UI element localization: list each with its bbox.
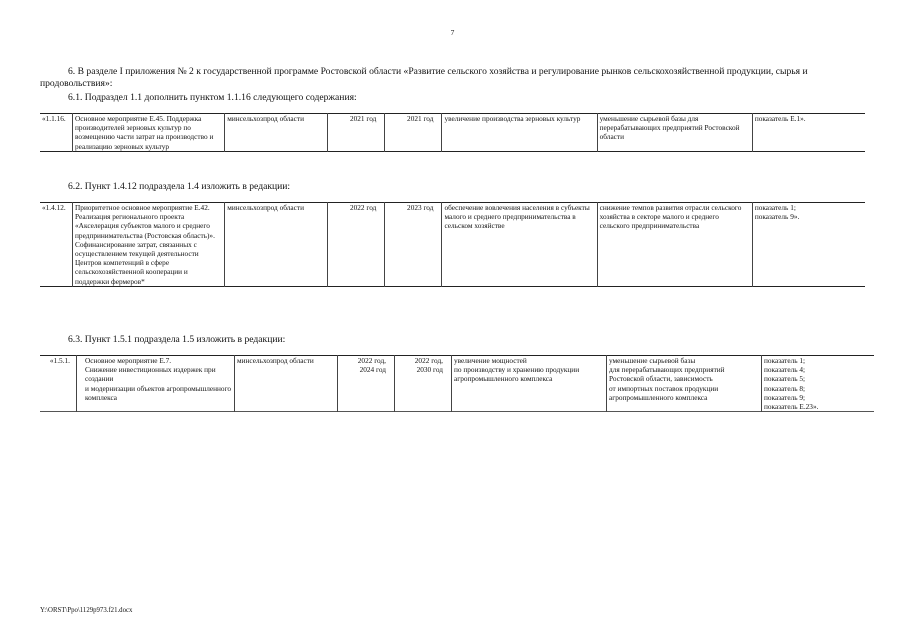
- expected-result: увеличение производства зерновых культур: [442, 114, 597, 152]
- table-row: [40, 203, 865, 287]
- page-number: 7: [450, 28, 455, 37]
- item-number: «1.5.1.: [49, 356, 70, 365]
- measure-name: Основное мероприятие Е.45. Поддержка производителей зерновых культур по возмещению части затрат на производство и реализацию зерновых культур: [73, 114, 225, 152]
- executor: минсельхозпрод области: [225, 114, 328, 152]
- measure-name: Приоритетное основное мероприятие Е.42. Реализация регионального проекта «Акселерация субъектов малого и среднего предпринимательства (Ростовская область)». Софинансирование затрат, связанных с осуществлением текущей деятельности Центров компетенций в сфере сельскохозяйственной кооперации и поддержки фермеров*: [73, 203, 225, 287]
- end-year: 2022 год, 2030 год: [395, 356, 452, 412]
- consequence: снижение темпов развития отрасли сельского хозяйства в секторе малого и среднего сельского предпринимательства: [597, 203, 752, 287]
- table-item-1-1-16: [40, 113, 865, 152]
- executor: минсельхозпрод области: [225, 203, 328, 287]
- expected-result: увеличение мощностей по производству и хранению продукции агропромышленного комплекса: [452, 356, 607, 412]
- paragraph-6-2: 6.2. Пункт 1.4.12 подраздела 1.4 изложить в редакции:: [68, 181, 291, 192]
- table-item-1-4-12: [40, 202, 865, 287]
- start-year: 2022 год: [328, 203, 385, 287]
- end-year: 2021 год: [385, 114, 442, 152]
- executor: минсельхозпрод области: [235, 356, 338, 412]
- indicators: показатель 1; показатель 4; показатель 5; показатель 8; показатель 9; показатель Е.23».: [762, 356, 875, 412]
- consequence: уменьшение сырьевой базы для перерабатывающих предприятий Ростовской области: [597, 114, 752, 152]
- indicators: показатель Е.1».: [752, 114, 865, 152]
- end-year: 2023 год: [385, 203, 442, 287]
- table-row: [40, 114, 865, 152]
- indicators: показатель 1; показатель 9».: [752, 203, 865, 287]
- table-item-1-5-1: [40, 355, 874, 412]
- paragraph-6-3: 6.3. Пункт 1.5.1 подраздела 1.5 изложить в редакции:: [68, 334, 286, 345]
- consequence: уменьшение сырьевой базы для перерабатывающих предприятий Ростовской области, зависимость от импортных поставок продукции агропромышленного комплекса: [607, 356, 762, 412]
- table-row: [40, 356, 874, 412]
- intro-paragraph: 6. В разделе I приложения № 2 к государственной программе Ростовской области «Развитие сельского хозяйства и регулирование рынков сельскохозяйственной продукции, сырья и продовольствия»:: [40, 66, 808, 89]
- document-file-path: Y:\ORST\Ppo\1129p973.f21.docx: [40, 607, 133, 614]
- start-year: 2022 год, 2024 год: [338, 356, 395, 412]
- expected-result: обеспечение вовлечения населения в субъекты малого и среднего предпринимательства в сельском хозяйстве: [442, 203, 597, 287]
- start-year: 2021 год: [328, 114, 385, 152]
- paragraph-6-1: 6.1. Подраздел 1.1 дополнить пунктом 1.1.16 следующего содержания:: [68, 92, 357, 103]
- item-number: «1.4.12.: [42, 203, 66, 212]
- measure-name: Основное мероприятие Е.7. Снижение инвестиционных издержек при создании и модернизации объектов агропромышленного комплекса: [77, 356, 235, 412]
- item-number: «1.1.16.: [42, 114, 66, 123]
